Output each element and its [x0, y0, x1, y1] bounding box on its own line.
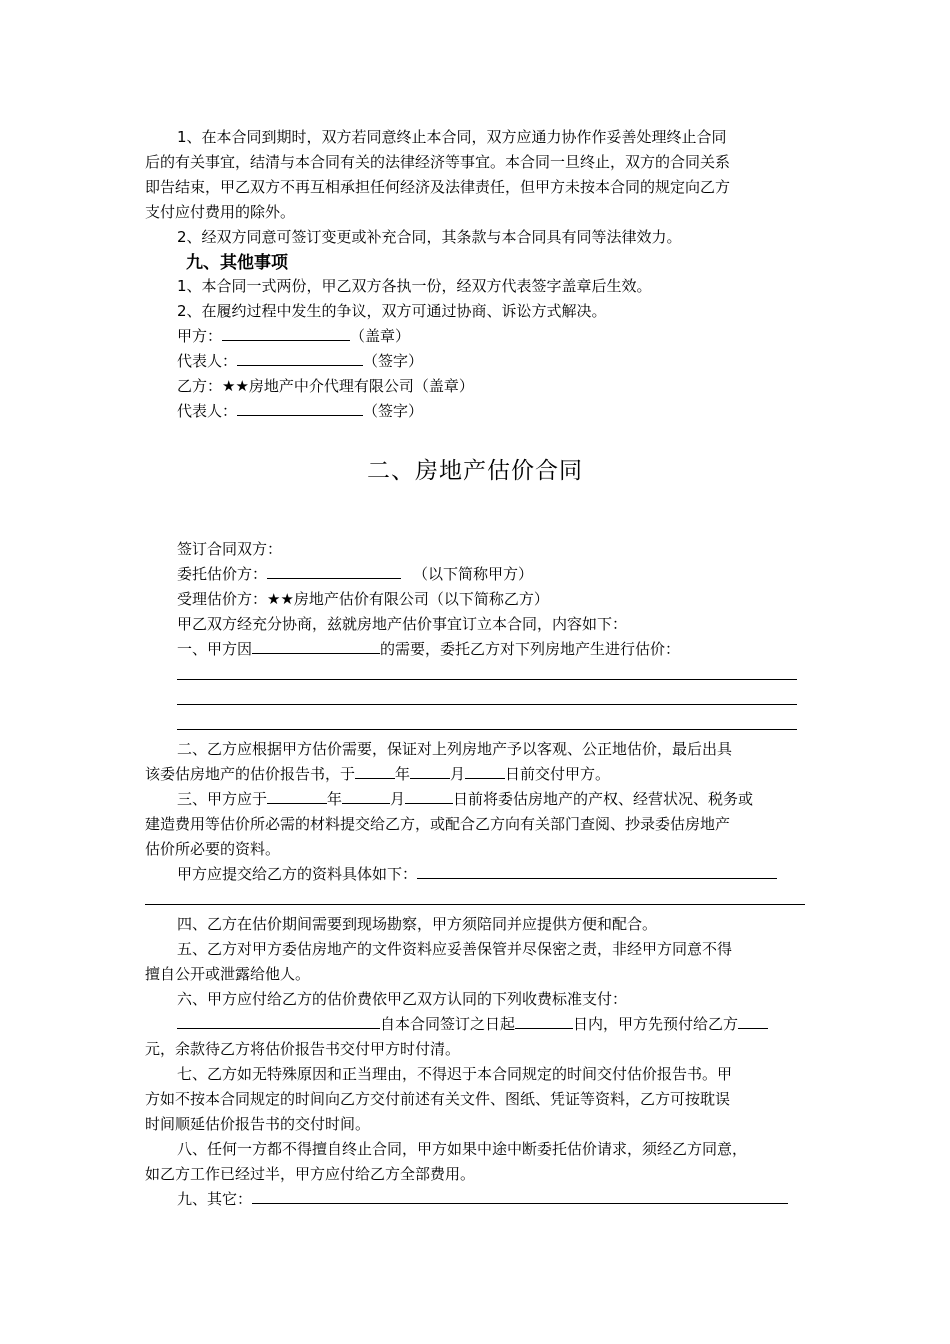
clause3-line3: 估价所必要的资料。: [145, 840, 281, 858]
clause3-day-blank[interactable]: [405, 788, 453, 804]
clause9-heading: 九、其他事项: [186, 253, 288, 273]
clause8-item1-line2: 后的有关事宜，结清与本合同有关的法律经济等事宜。本合同一旦终止，双方的合同关系: [145, 153, 731, 171]
clause2-day-blank[interactable]: [465, 763, 505, 779]
clause2-line1: 二、乙方应根据甲方估价需要，保证对上列房地产予以客观、公正地估价，最后出具: [177, 740, 733, 758]
seal-note: （盖章）: [350, 327, 411, 345]
clause9-item2: 2、在履约过程中发生的争议，双方可通过协商、诉讼方式解决。: [177, 302, 607, 320]
prepay-days-blank[interactable]: [515, 1013, 573, 1029]
party-a-blank[interactable]: [222, 325, 350, 341]
property-blank-line-1[interactable]: [177, 679, 797, 680]
clause8-line1: 八、任何一方都不得擅自终止合同，甲方如果中途中断委托估价请求，须经乙方同意，: [177, 1140, 748, 1158]
materials-blank-line-2[interactable]: [145, 904, 805, 905]
party-a-label: 甲方：: [177, 327, 223, 345]
rep-label: 代表人：: [177, 352, 238, 370]
clause1-suffix: 的需要，委托乙方对下列房地产生进行估价：: [380, 640, 681, 658]
clause2-line2: [145, 762, 610, 786]
clause1-prefix: 一、甲方因: [177, 640, 253, 658]
contract-title: 二、房地产估价合同: [367, 458, 583, 484]
clause8-item1-line1: 1、在本合同到期时，双方若同意终止本合同，双方应通力协作作妥善处理终止合同: [177, 128, 727, 146]
rep-label: 代表人：: [177, 402, 238, 420]
clause5-line1: 五、乙方对甲方委估房地产的文件资料应妥善保管并尽保密之责，非经甲方同意不得: [177, 940, 733, 958]
clause3-year-blank[interactable]: [267, 788, 327, 804]
property-blank-line-2[interactable]: [177, 704, 797, 705]
materials-line: [177, 862, 777, 886]
clause8-item2: 2、经双方同意可签订变更或补充合同，其条款与本合同具有同等法律效力。: [177, 228, 682, 246]
year-label: 年: [395, 765, 411, 783]
materials-blank[interactable]: [417, 863, 777, 879]
prepay-amount-blank[interactable]: [738, 1013, 768, 1029]
parties-label: 签订合同双方：: [177, 540, 283, 558]
clause3-month-blank[interactable]: [342, 788, 390, 804]
clause6-mid1: 自本合同签订之日起: [380, 1015, 516, 1033]
clause3-line2: 建造费用等估价所必需的材料提交给乙方，或配合乙方向有关部门查阅、抄录委估房地产: [145, 815, 731, 833]
clause7-line2: 方如不按本合同规定的时间向乙方交付前述有关文件、图纸、凭证等资料，乙方可按耽误: [145, 1090, 731, 1108]
intro-line: 甲乙双方经充分协商，兹就房地产估价事宜订立本合同，内容如下：: [177, 615, 628, 633]
clause3-prefix: 三、甲方应于: [177, 790, 268, 808]
clause2-month-blank[interactable]: [410, 763, 450, 779]
clause3-suffix: 日前将委估房地产的产权、经营状况、税务或: [453, 790, 754, 808]
clause4: 四、乙方在估价期间需要到现场勘察，甲方须陪同并应提供方便和配合。: [177, 915, 658, 933]
party-b-line: 乙方：★★房地产中介代理有限公司（盖章）: [177, 377, 474, 395]
clause2-year-blank[interactable]: [355, 763, 395, 779]
fee-standard-blank[interactable]: [177, 1013, 380, 1029]
clause9-other-label: 九、其它：: [177, 1190, 253, 1208]
sign-note: （签字）: [363, 402, 424, 420]
sign-note: （签字）: [363, 352, 424, 370]
party-b-rep-line: [177, 399, 423, 423]
clause8-item1-line4: 支付应付费用的除外。: [145, 203, 296, 221]
clause3-line1: [177, 787, 753, 811]
clause2-suffix: 日前交付甲方。: [505, 765, 611, 783]
client-suffix: （以下简称甲方）: [413, 565, 534, 583]
month-label: 月: [390, 790, 406, 808]
clause8-item1-line3: 即告结束，甲乙双方不再互相承担任何经济及法律责任，但甲方未按本合同的规定向乙方: [145, 178, 731, 196]
client-blank[interactable]: [267, 563, 401, 579]
clause6-mid2: 日内，甲方先预付给乙方: [573, 1015, 739, 1033]
clause9-other-line: [177, 1187, 788, 1211]
appraiser-line: 受理估价方：★★房地产估价有限公司（以下简称乙方）: [177, 590, 549, 608]
party-b-rep-blank[interactable]: [237, 400, 363, 416]
party-a-signature-line: [177, 324, 410, 348]
clause9-item1: 1、本合同一式两份，甲乙双方各执一份，经双方代表签字盖章后生效。: [177, 277, 652, 295]
other-terms-blank[interactable]: [252, 1188, 788, 1204]
clause7-line1: 七、乙方如无特殊原因和正当理由，不得迟于本合同规定的时间交付估价报告书。甲: [177, 1065, 733, 1083]
property-blank-line-3[interactable]: [177, 729, 797, 730]
clause6-line1: 六、甲方应付给乙方的估价费依甲乙双方认同的下列收费标准支付：: [177, 990, 628, 1008]
clause6-line2: [177, 1012, 768, 1036]
client-line: [177, 562, 533, 586]
clause8-line2: 如乙方工作已经过半，甲方应付给乙方全部费用。: [145, 1165, 476, 1183]
clause1-line: [177, 637, 680, 661]
clause2-prefix: 该委估房地产的估价报告书，于: [145, 765, 356, 783]
party-a-rep-line: [177, 349, 423, 373]
year-label: 年: [327, 790, 343, 808]
client-label: 委托估价方：: [177, 565, 268, 583]
clause6-line3: 元，余款待乙方将估价报告书交付甲方时付清。: [145, 1040, 461, 1058]
party-a-rep-blank[interactable]: [237, 350, 363, 366]
clause5-line2: 擅自公开或泄露给他人。: [145, 965, 311, 983]
month-label: 月: [450, 765, 466, 783]
clause1-purpose-blank[interactable]: [252, 638, 380, 654]
materials-label: 甲方应提交给乙方的资料具体如下：: [177, 865, 418, 883]
clause7-line3: 时间顺延估价报告书的交付时间。: [145, 1115, 371, 1133]
